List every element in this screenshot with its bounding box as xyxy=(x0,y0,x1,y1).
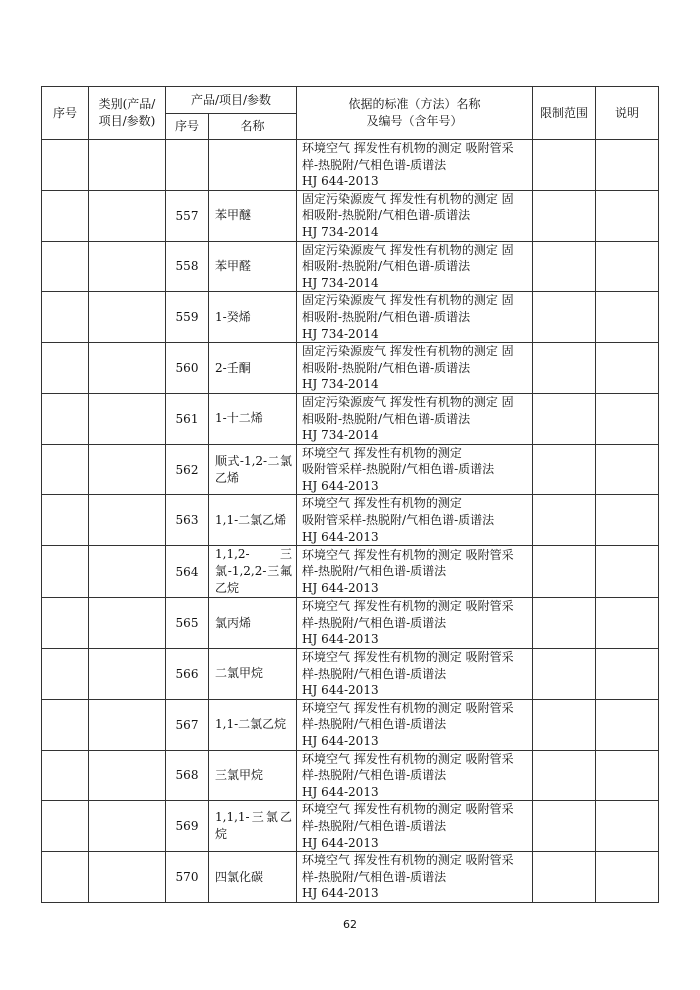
index-cell xyxy=(42,852,89,903)
index-cell xyxy=(42,393,89,444)
name-cell: 苯甲醚 xyxy=(209,190,297,241)
category-cell xyxy=(89,495,166,546)
category-cell xyxy=(89,750,166,801)
index-cell xyxy=(42,190,89,241)
header-standard-line1: 依据的标准（方法）名称 xyxy=(348,97,481,111)
table-row xyxy=(42,292,659,343)
index-cell xyxy=(42,343,89,394)
standard-line: 样-热脱附/气相色谱-质谱法 xyxy=(302,768,447,783)
name-cell: 1,1,1-三氯乙烷 xyxy=(209,801,297,852)
table-row xyxy=(42,750,659,801)
header-name: 名称 xyxy=(209,114,297,140)
standard-line: HJ 734-2014 xyxy=(302,377,379,392)
limit-cell xyxy=(533,598,596,649)
header-note: 说明 xyxy=(596,87,659,140)
standard-line: HJ 734-2014 xyxy=(302,326,379,341)
note-cell xyxy=(596,444,659,495)
standard-cell xyxy=(297,444,533,495)
category-cell xyxy=(89,343,166,394)
standard-line: 吸附管采样-热脱附/气相色谱-质谱法 xyxy=(302,513,495,528)
index-cell xyxy=(42,598,89,649)
index-cell xyxy=(42,241,89,292)
standard-line: 环境空气 挥发性有机物的测定 xyxy=(302,496,462,511)
table-row xyxy=(42,699,659,750)
name-cell: 顺式-1,2-二氯乙烯 xyxy=(209,444,297,495)
table-row xyxy=(42,649,659,700)
name-cell xyxy=(209,140,297,191)
standard-cell xyxy=(297,852,533,903)
table-row xyxy=(42,495,659,546)
index-cell xyxy=(42,292,89,343)
limit-cell xyxy=(533,140,596,191)
index-cell xyxy=(42,546,89,598)
standard-line: 环境空气 挥发性有机物的测定 吸附管采 xyxy=(302,751,514,766)
note-cell xyxy=(596,393,659,444)
name-cell: 1,1,2-三氯-1,2,2-三氟乙烷 xyxy=(209,546,297,598)
category-cell xyxy=(89,444,166,495)
standard-cell xyxy=(297,649,533,700)
limit-cell xyxy=(533,393,596,444)
note-cell xyxy=(596,140,659,191)
standard-line: 环境空气 挥发性有机物的测定 吸附管采 xyxy=(302,650,514,665)
sub-index-cell: 557 xyxy=(166,190,209,241)
limit-cell xyxy=(533,801,596,852)
standard-cell xyxy=(297,241,533,292)
standard-line: 样-热脱附/气相色谱-质谱法 xyxy=(302,818,447,833)
standard-line: 环境空气 挥发性有机物的测定 吸附管采 xyxy=(302,547,514,562)
limit-cell xyxy=(533,750,596,801)
limit-cell xyxy=(533,343,596,394)
standard-cell xyxy=(297,750,533,801)
table-row xyxy=(42,241,659,292)
standard-line: HJ 644-2013 xyxy=(302,529,379,544)
note-cell xyxy=(596,241,659,292)
standard-line: 固定污染源废气 挥发性有机物的测定 固 xyxy=(302,293,514,308)
header-index: 序号 xyxy=(42,87,89,140)
note-cell xyxy=(596,546,659,598)
note-cell xyxy=(596,495,659,546)
note-cell xyxy=(596,292,659,343)
header-product-group: 产品/项目/参数 xyxy=(166,87,297,114)
header-standard-line2: 及编号（含年号） xyxy=(366,114,463,128)
standard-line: 固定污染源废气 挥发性有机物的测定 固 xyxy=(302,191,514,206)
standard-line: 相吸附-热脱附/气相色谱-质谱法 xyxy=(302,208,471,223)
header-limit: 限制范围 xyxy=(533,87,596,140)
index-cell xyxy=(42,750,89,801)
table-row xyxy=(42,444,659,495)
standard-line: 固定污染源废气 挥发性有机物的测定 固 xyxy=(302,394,514,409)
standard-line: 固定污染源废气 挥发性有机物的测定 固 xyxy=(302,242,514,257)
table-row xyxy=(42,598,659,649)
sub-index-cell: 560 xyxy=(166,343,209,394)
standard-line: HJ 644-2013 xyxy=(302,581,379,596)
sub-index-cell: 568 xyxy=(166,750,209,801)
standard-line: HJ 644-2013 xyxy=(302,174,379,189)
standard-line: HJ 644-2013 xyxy=(302,886,379,901)
sub-index-cell: 570 xyxy=(166,852,209,903)
category-cell xyxy=(89,292,166,343)
standard-line: 样-热脱附/气相色谱-质谱法 xyxy=(302,869,447,884)
note-cell xyxy=(596,852,659,903)
note-cell xyxy=(596,801,659,852)
standard-line: 环境空气 挥发性有机物的测定 吸附管采 xyxy=(302,141,514,155)
sub-index-cell: 558 xyxy=(166,241,209,292)
limit-cell xyxy=(533,852,596,903)
standard-line: HJ 644-2013 xyxy=(302,835,379,850)
note-cell xyxy=(596,598,659,649)
header-standard xyxy=(297,87,533,140)
limit-cell xyxy=(533,292,596,343)
name-cell: 1-癸烯 xyxy=(209,292,297,343)
standard-line: HJ 644-2013 xyxy=(302,784,379,799)
standard-cell xyxy=(297,801,533,852)
sub-index-cell xyxy=(166,140,209,191)
limit-cell xyxy=(533,699,596,750)
standard-line: 相吸附-热脱附/气相色谱-质谱法 xyxy=(302,259,471,274)
standard-cell xyxy=(297,343,533,394)
standard-line: HJ 734-2014 xyxy=(302,224,379,239)
sub-index-cell: 563 xyxy=(166,495,209,546)
table-row xyxy=(42,393,659,444)
standard-line: 环境空气 挥发性有机物的测定 吸附管采 xyxy=(302,853,514,868)
standard-line: HJ 644-2013 xyxy=(302,478,379,493)
standard-line: 环境空气 挥发性有机物的测定 吸附管采 xyxy=(302,700,514,715)
table-row xyxy=(42,546,659,598)
standard-line: 样-热脱附/气相色谱-质谱法 xyxy=(302,717,447,732)
index-cell xyxy=(42,140,89,191)
sub-index-cell: 566 xyxy=(166,649,209,700)
index-cell xyxy=(42,444,89,495)
index-cell xyxy=(42,649,89,700)
standard-cell xyxy=(297,140,533,191)
name-cell: 氯丙烯 xyxy=(209,598,297,649)
header-category: 类别(产品/项目/参数) xyxy=(89,87,166,140)
category-cell xyxy=(89,699,166,750)
standard-cell xyxy=(297,292,533,343)
standard-cell xyxy=(297,546,533,598)
standard-line: HJ 734-2014 xyxy=(302,275,379,290)
category-cell xyxy=(89,140,166,191)
limit-cell xyxy=(533,546,596,598)
limit-cell xyxy=(533,190,596,241)
standard-line: 相吸附-热脱附/气相色谱-质谱法 xyxy=(302,360,471,375)
name-cell: 1-十二烯 xyxy=(209,393,297,444)
category-cell xyxy=(89,393,166,444)
note-cell xyxy=(596,649,659,700)
category-cell xyxy=(89,546,166,598)
standard-line: 吸附管采样-热脱附/气相色谱-质谱法 xyxy=(302,462,495,477)
standard-line: HJ 734-2014 xyxy=(302,428,379,443)
limit-cell xyxy=(533,444,596,495)
limit-cell xyxy=(533,649,596,700)
category-cell xyxy=(89,190,166,241)
standard-line: HJ 644-2013 xyxy=(302,632,379,647)
standard-line: 样-热脱附/气相色谱-质谱法 xyxy=(302,564,447,579)
name-cell: 2-壬酮 xyxy=(209,343,297,394)
name-cell: 1,1-二氯乙烯 xyxy=(209,495,297,546)
standard-cell xyxy=(297,598,533,649)
sub-index-cell: 561 xyxy=(166,393,209,444)
name-cell: 二氯甲烷 xyxy=(209,649,297,700)
note-cell xyxy=(596,190,659,241)
standard-cell xyxy=(297,495,533,546)
category-cell xyxy=(89,598,166,649)
sub-index-cell: 559 xyxy=(166,292,209,343)
standard-line: HJ 644-2013 xyxy=(302,734,379,748)
standard-line: 样-热脱附/气相色谱-质谱法 xyxy=(302,666,447,681)
sub-index-cell: 565 xyxy=(166,598,209,649)
standard-line: 固定污染源废气 挥发性有机物的测定 固 xyxy=(302,344,514,359)
table-row xyxy=(42,190,659,241)
name-cell: 1,1-二氯乙烷 xyxy=(209,699,297,750)
standards-table xyxy=(41,86,659,903)
name-cell: 苯甲醛 xyxy=(209,241,297,292)
index-cell xyxy=(42,495,89,546)
standard-line: 环境空气 挥发性有机物的测定 xyxy=(302,445,462,460)
standard-line: 样-热脱附/气相色谱-质谱法 xyxy=(302,157,447,172)
standard-line: HJ 644-2013 xyxy=(302,683,379,698)
category-cell xyxy=(89,649,166,700)
table-row xyxy=(42,343,659,394)
standard-cell xyxy=(297,699,533,750)
table-row xyxy=(42,852,659,903)
category-cell xyxy=(89,801,166,852)
sub-index-cell: 569 xyxy=(166,801,209,852)
sub-index-cell: 562 xyxy=(166,444,209,495)
index-cell xyxy=(42,699,89,750)
header-sub-index: 序号 xyxy=(166,114,209,140)
standard-line: 环境空气 挥发性有机物的测定 吸附管采 xyxy=(302,802,514,817)
table-row xyxy=(42,801,659,852)
note-cell xyxy=(596,750,659,801)
standard-line: 相吸附-热脱附/气相色谱-质谱法 xyxy=(302,411,471,426)
standard-line: 样-热脱附/气相色谱-质谱法 xyxy=(302,615,447,630)
category-cell xyxy=(89,241,166,292)
note-cell xyxy=(596,343,659,394)
page-number: 62 xyxy=(343,918,357,931)
sub-index-cell: 567 xyxy=(166,699,209,750)
name-cell: 四氯化碳 xyxy=(209,852,297,903)
limit-cell xyxy=(533,241,596,292)
sub-index-cell: 564 xyxy=(166,546,209,598)
standard-cell xyxy=(297,393,533,444)
index-cell xyxy=(42,801,89,852)
table-row xyxy=(42,140,659,191)
standard-line: 相吸附-热脱附/气相色谱-质谱法 xyxy=(302,309,471,324)
limit-cell xyxy=(533,495,596,546)
note-cell xyxy=(596,699,659,750)
category-cell xyxy=(89,852,166,903)
standard-line: 环境空气 挥发性有机物的测定 吸附管采 xyxy=(302,599,514,614)
standard-cell xyxy=(297,190,533,241)
name-cell: 三氯甲烷 xyxy=(209,750,297,801)
